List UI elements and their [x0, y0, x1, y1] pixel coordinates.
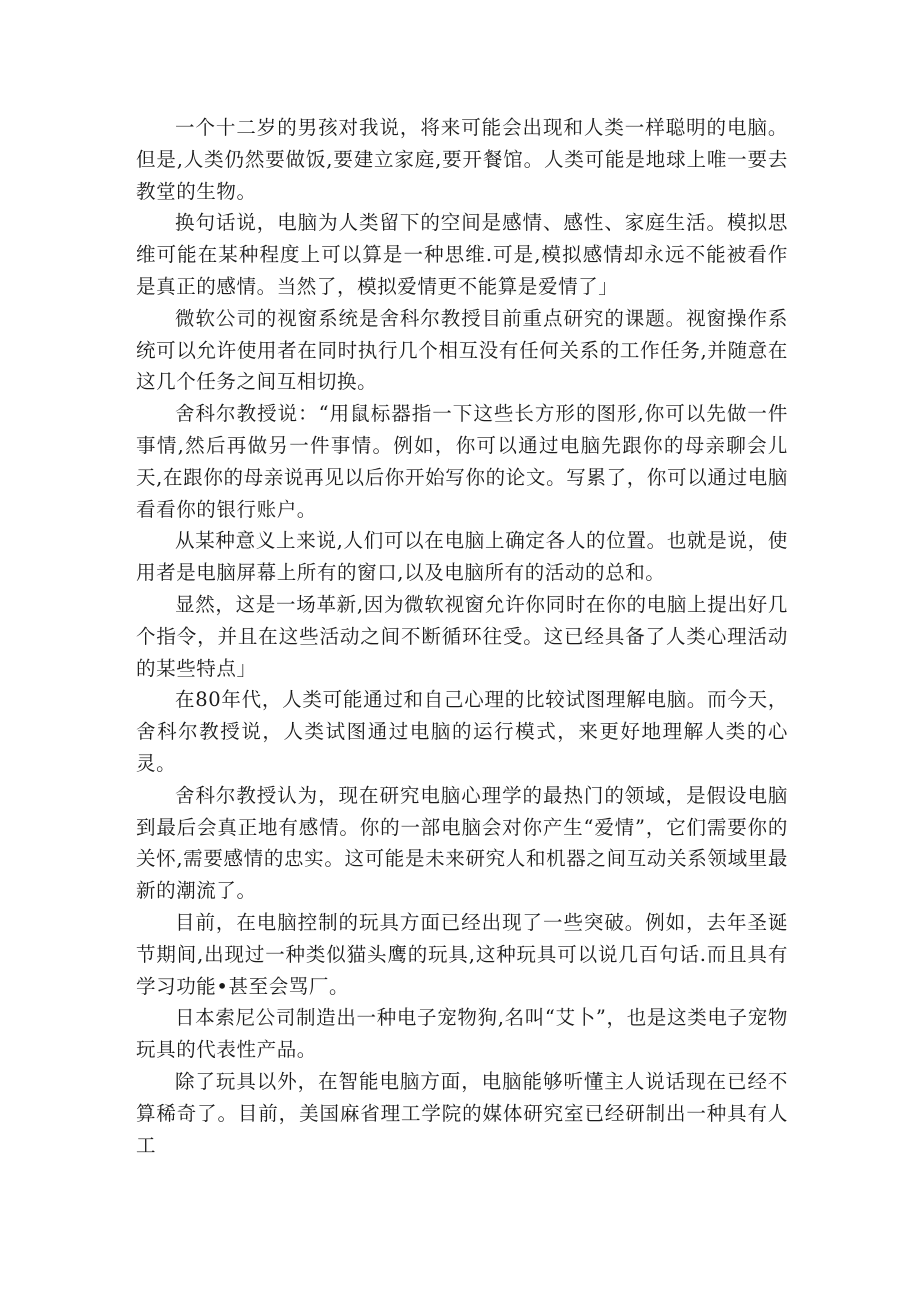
paragraph-4: 舍科尔教授说：“用鼠标器指一下这些长方形的图形,你可以先做一件事情,然后再做另一件事情。例如，你可以通过电脑先跟你的母亲聊会儿天,在跟你的母亲说再见以后你开始写你的论文。写累了，你可以通过电脑看看你的银行账户。 [136, 402, 788, 521]
document-body [136, 112, 788, 1161]
paragraph-1: 一个十二岁的男孩对我说，将来可能会出现和人类一样聪明的电脑。但是,人类仍然要做饭,要建立家庭,要开餐馆。人类可能是地球上唯一要去教堂的生物。 [136, 116, 788, 203]
paragraph-3: 微软公司的视窗系统是舍科尔教授目前重点研究的课题。视窗操作系统可以允许使用者在同时执行几个相互没有任何关系的工作任务,并随意在这几个任务之间互相切换。 [136, 306, 788, 394]
paragraph-8: 舍科尔教授认为，现在研究电脑心理学的最热门的领域，是假设电脑到最后会真正地有感情。你的一部电脑会对你产生“爱情”，它们需要你的关怀,需要感情的忠实。这可能是未来研究人和机器之间互动关系领域里最新的潮流了。 [136, 783, 788, 903]
paragraph-6: 显然，这是一场革新,因为微软视窗允许你同时在你的电脑上提出好几个指令，并且在这些活动之间不断循环往受。这已经具备了人类心理活动的某些特点」 [136, 592, 788, 680]
paragraph-10: 日本索尼公司制造出一种电子宠物狗,名叫“艾卜”，也是这类电子宠物玩具的代表性产品。 [136, 1006, 788, 1062]
paragraph-5: 从某种意义上来说,人们可以在电脑上确定各人的位置。也就是说，使用者是电脑屏幕上所有的窗口,以及电脑所有的活动的总和。 [136, 529, 788, 585]
paragraph-11: 除了玩具以外，在智能电脑方面，电脑能够听懂主人说话现在已经不算稀奇了。目前，美国麻省理工学院的媒体研究室已经研制出一种具有人工 [136, 1069, 788, 1157]
paragraph-9: 目前，在电脑控制的玩具方面已经出现了一些突破。例如，去年圣诞节期间,出现过一种类似猫头鹰的玩具,这种玩具可以说几百句话.而且具有学习功能•甚至会骂厂。 [136, 910, 788, 998]
paragraph-2: 换句话说，电脑为人类留下的空间是感情、感性、家庭生活。模拟思维可能在某种程度上可以算是一种思维.可是,模拟感情却永远不能被看作是真正的感情。当然了，模拟爱情更不能算是爱情了」 [136, 211, 788, 298]
paragraph-7: 在80年代，人类可能通过和自己心理的比较试图理解电脑。而今天，舍科尔教授说，人类试图通过电脑的运行模式，来更好地理解人类的心灵。 [136, 688, 788, 775]
